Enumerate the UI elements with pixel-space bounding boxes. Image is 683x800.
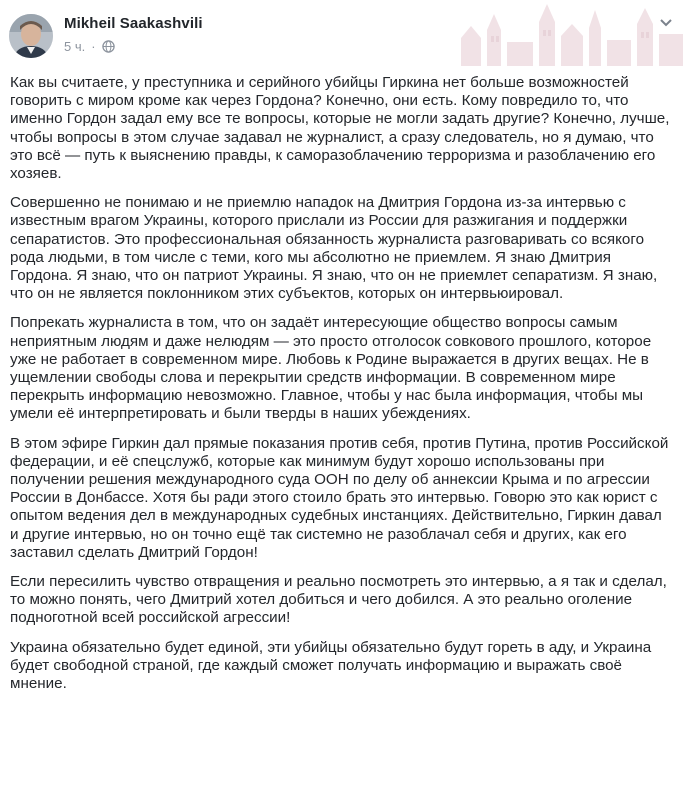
post-paragraph: В этом эфире Гиркин дал прямые показания против себя, против Путина, против Российской федерации, и её спецслужб, которые как минимум будут хорошо использованы при получении решения международного суда ООН по делу об аннексии Крыма и по агрессии России в Донбассе. Хотя бы ради этого стоило брать это интервью. Говорю это как юрист с опытом ведения дел в международных судебных инстанциях. Действительно, Гиркин давал и другие интервью, но он точно ещё так системно не разоблачал себя и других, как его заставил сделать Дмитрий Гордон! [10, 434, 669, 561]
post-paragraph: Если пересилить чувство отвращения и реально посмотреть это интервью, а я так и сделал, то можно понять, чего Дмитрий хотел добиться и чего добился. А это реально оголение подноготной всей российской агрессии! [10, 573, 667, 627]
post-paragraph: Украина обязательно будет единой, эти убийцы обязательно будут гореть в аду, и Украина будет свободной страной, где каждый сможет получать информацию и выражать своё мнение. [10, 638, 652, 693]
post-options-button[interactable] [657, 16, 675, 30]
post-paragraph: Попрекать журналиста в том, что он задаёт интересующие общество вопросы самым неприятным людям и даже нелюдям — это просто отголосок совкового прошлого, которое уже не работает в современном мире. Любовь к Родине выражается в других вещах. Не в ущемлении свободы слова и перекрытии средств информации. В современном мире перекрыть информацию невозможно. Главное, чтобы у нас была информация, чтобы мы умели её интерпретировать и были тверды в наших убеждениях. [10, 314, 652, 423]
post-body [10, 74, 674, 704]
city-skyline-watermark [453, 0, 683, 66]
post-header [0, 0, 683, 66]
post-paragraph: Как вы считаете, у преступника и серийного убийцы Гиркина нет больше возможностей говорить с миром кроме как через Гордона? Конечно, они есть. Кому повредило то, что именно Гордон задал ему все те вопросы, которые не могли задать другие? Конечно, лучше, чтобы вопросы в этом случае задавал не журналист, а сразу следователь, но я думаю, что это всё — путь к выяснению правды, к саморазоблачению терроризма и разоблачению его хозяев. [10, 74, 670, 183]
chevron-down-icon [660, 19, 672, 27]
author-name[interactable]: Mikheil Saakashvili [64, 15, 203, 32]
post-timestamp[interactable]: 5 ч. [64, 38, 86, 54]
avatar-photo [9, 14, 53, 58]
meta-separator: · [91, 38, 96, 54]
globe-icon[interactable] [102, 40, 115, 53]
post-meta [64, 38, 115, 54]
post-paragraph: Совершенно не понимаю и не приемлю нападок на Дмитрия Гордона из-за интервью с известным врагом Украины, которого прислали из России для разжигания и поддержки сепаратистов. Это профессиональная обязанность журналиста разговаривать со всякого рода людьми, в том числе с теми, кого мы абсолютно не приемлем. Я знаю Дмитрия Гордона. Я знаю, что он патриот Украины. Я знаю, что он не приемлет сепаратизм. Я знаю, что он не является поклонником этих субъектов, которых он интервьюировал. [10, 194, 658, 303]
avatar[interactable] [9, 14, 53, 58]
